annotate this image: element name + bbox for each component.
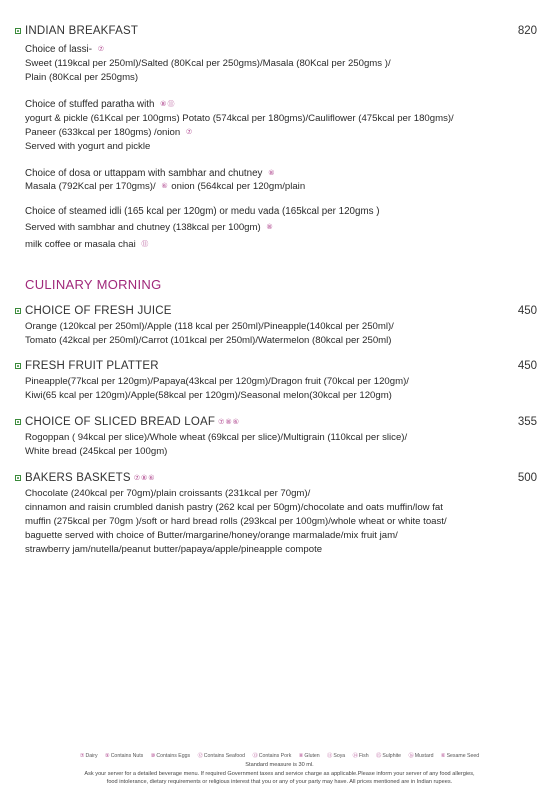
veg-icon <box>15 363 21 369</box>
fish-icon: ⑭ <box>352 753 358 759</box>
item-title: CHOICE OF FRESH JUICE <box>25 305 172 317</box>
legend-label: Contains Pork <box>258 753 292 759</box>
gluten-icon: ⑧ <box>268 170 276 177</box>
footer-standard-measure: Standard measure is 30 ml. <box>245 762 314 768</box>
sesame-icon: ⑥ <box>161 183 169 190</box>
legend-item-sesame <box>441 753 479 759</box>
legend-item-nuts <box>105 753 143 759</box>
item-title: INDIAN BREAKFAST <box>25 25 139 37</box>
dairy-icon: ⑦ <box>185 129 194 136</box>
idli-line-2 <box>25 238 149 252</box>
paratha-line-2 <box>25 126 193 140</box>
soya-icon: ⑪ <box>141 241 150 248</box>
legend-item-sulphite <box>376 753 401 759</box>
legend-label: Fish <box>358 753 369 759</box>
paratha-line-3: Served with yogurt and pickle <box>25 141 151 152</box>
bread-line-2: White bread (245kcal per 100gm) <box>25 446 168 457</box>
legend-label: Gluten <box>304 753 320 759</box>
legend-item-pork <box>253 753 292 759</box>
legend-item-soya <box>327 753 345 759</box>
legend-label: Mustard <box>414 753 434 759</box>
juice-line-1: Orange (120kcal per 250ml)/Apple (118 kcal per 250ml)/Pineapple(140kcal per 250ml)/ <box>25 321 394 332</box>
bakers-line-5: strawberry jam/nutella/peanut butter/papaya/apple/pineapple compote <box>25 544 323 555</box>
dosa-heading-text: Choice of dosa or uttappam with sambhar and chutney <box>25 168 263 179</box>
legend-item-fish <box>353 753 369 759</box>
legend-label: Contains Nuts <box>110 753 144 759</box>
lassi-heading-text: Choice of lassi- <box>25 44 92 55</box>
lassi-line-2: Plain (80Kcal per 250gms) <box>25 72 139 83</box>
legend-label: Dairy <box>85 753 98 759</box>
legend-item-mustard <box>409 753 434 759</box>
paratha-line-2-text: Paneer (633kcal per 180gms) /onion <box>25 127 181 138</box>
veg-icon <box>15 28 21 34</box>
footer-disclaimer-2: food intolerance, dietary requirements or religious interest that you or any of your party may have. All prices mentioned are in Indian rupees. <box>106 779 453 785</box>
idli-heading: Choice of steamed idli (165 kcal per 120gm) or medu vada (165kcal per 120gms ) <box>25 206 380 217</box>
sulphite-icon: ⑮ <box>376 753 382 759</box>
bakers-line-3: muffin (275kcal per 70gm )/soft or hard bread rolls (293kcal per 100gm)/whole wheat or white toast/ <box>25 516 447 527</box>
item-title: FRESH FRUIT PLATTER <box>25 360 159 372</box>
eggs-icon: ⑩ <box>150 753 156 759</box>
bakers-line-1: Chocolate (240kcal per 70gm)/plain croissants (231kcal per 70gm)/ <box>25 488 311 499</box>
item-title <box>25 472 156 484</box>
legend-label: Contains Eggs <box>156 753 191 759</box>
seafood-icon: ⑫ <box>197 753 203 759</box>
pork-icon: ⑬ <box>252 753 258 759</box>
allergen-icons: ⑧⑪ <box>160 101 176 108</box>
item-price: 450 <box>517 305 537 317</box>
allergen-legend <box>0 752 559 759</box>
paratha-heading-text: Choice of stuffed paratha with <box>25 99 155 110</box>
idli-line-2-text: milk coffee or masala chai <box>25 239 136 250</box>
gluten-icon: ⑧ <box>298 753 304 759</box>
gluten-icon: ⑧ <box>266 224 274 231</box>
lassi-heading <box>25 43 105 57</box>
item-price: 450 <box>517 360 537 372</box>
lassi-line-1: Sweet (119kcal per 250ml)/Salted (80Kcal per 250gms)/Masala (80Kcal per 250gms )/ <box>25 58 391 69</box>
mustard-icon: ⑯ <box>408 753 414 759</box>
section-title: CULINARY MORNING <box>25 277 162 292</box>
legend-label: Sulphite <box>382 753 402 759</box>
allergen-icons: ⑦⑧⑥ <box>218 419 240 426</box>
fruit-line-2: Kiwi(65 kcal per 120gm)/Apple(58kcal per 120gm)/Seasonal melon(30kcal per 120gm) <box>25 390 392 401</box>
item-title-text: BAKERS BASKETS <box>25 472 131 484</box>
bakers-line-2: cinnamon and raisin crumbled danish pastry (262 kcal per 50gm)/chocolate and oats muffin/low fat <box>25 502 443 513</box>
legend-item-seafood <box>198 753 245 759</box>
item-price: 500 <box>517 472 537 484</box>
legend-label: Sesame Seed <box>446 753 480 759</box>
bakers-line-4: baguette served with choice of Butter/margarine/honey/orange marmalade/mix fruit jam/ <box>25 530 398 541</box>
nuts-icon: ⑨ <box>105 753 110 759</box>
idli-line-1-text: Served with sambhar and chutney (138kcal per 100gm) <box>25 222 261 233</box>
legend-item-gluten <box>299 753 320 759</box>
dosa-line-1 <box>25 180 305 194</box>
fruit-line-1: Pineapple(77kcal per 120gm)/Papaya(43kcal per 120gm)/Dragon fruit (70kcal per 120gm)/ <box>25 376 409 387</box>
paratha-line-1: yogurt & pickle (61Kcal per 100gms) Potato (574kcal per 180gms)/Cauliflower (475kcal per 180gms)/ <box>25 113 454 124</box>
item-title <box>25 416 240 428</box>
dosa-line-1a: Masala (792Kcal per 170gms)/ <box>25 181 156 192</box>
dosa-line-1b: onion (564kcal per 120gm/plain <box>171 181 306 192</box>
sesame-icon: ⑥ <box>440 753 446 759</box>
legend-item-dairy <box>80 753 98 759</box>
paratha-heading <box>25 98 175 112</box>
item-price: 355 <box>517 416 537 428</box>
dairy-icon: ⑦ <box>97 46 105 53</box>
bread-line-1: Rogoppan ( 94kcal per slice)/Whole wheat (69kcal per slice)/Multigrain (110kcal per slice)/ <box>25 432 408 443</box>
soya-icon: ⑪ <box>327 753 333 759</box>
veg-icon <box>15 475 21 481</box>
allergen-icons: ⑦⑧⑥ <box>133 475 156 482</box>
idli-line-1 <box>25 221 274 235</box>
veg-icon <box>15 419 21 425</box>
veg-icon <box>15 308 21 314</box>
item-title-text: CHOICE OF SLICED BREAD LOAF <box>25 416 216 428</box>
footer-disclaimer-1: Ask your server for a detailed beverage menu. If required Government taxes and service charge as applicable.Please inform your server of any food allergies, <box>84 771 475 777</box>
legend-label: Contains Seafood <box>203 753 246 759</box>
item-price: 820 <box>517 25 537 37</box>
dosa-heading <box>25 167 275 181</box>
legend-item-eggs <box>151 753 190 759</box>
juice-line-2: Tomato (42kcal per 250ml)/Carrot (101kcal per 250ml)/Watermelon (80kcal per 250ml) <box>25 335 392 346</box>
dairy-icon: ⑦ <box>79 753 85 759</box>
legend-label: Soya <box>333 753 346 759</box>
